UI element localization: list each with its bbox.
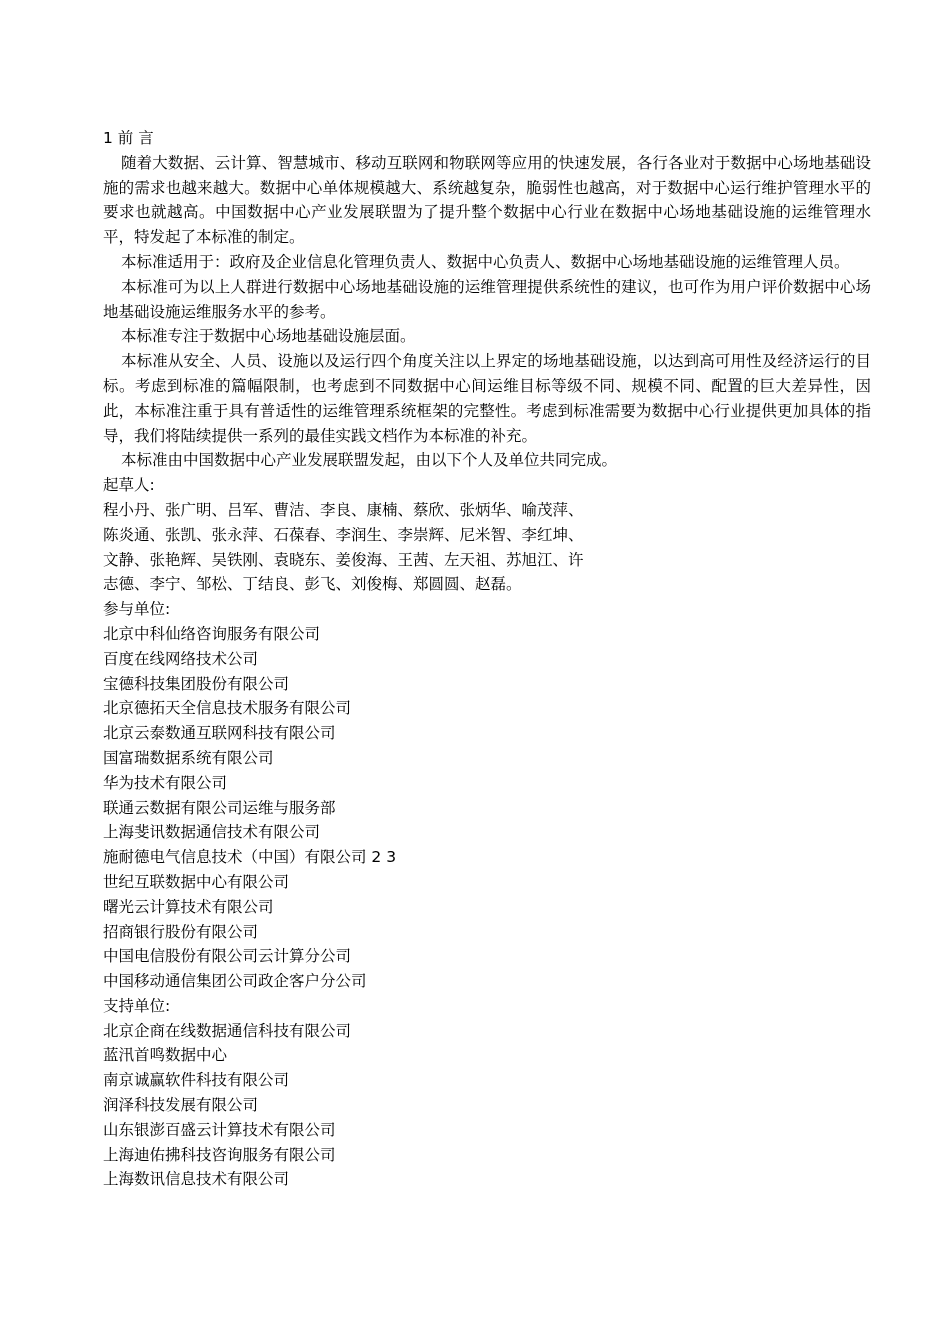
drafters-line: 志德、李宁、邹松、丁结良、彭飞、刘俊梅、郑圆圆、赵磊。	[103, 575, 522, 594]
drafters-line: 程小丹、张广明、吕军、曹洁、李良、康楠、蔡欣、张炳华、喻茂萍、	[103, 500, 584, 519]
participant-item: 北京中科仙络咨询服务有限公司	[103, 624, 321, 643]
document-page	[103, 126, 871, 1192]
scope-paragraph: 本标准适用于：政府及企业信息化管理负责人、数据中心负责人、数据中心场地基础设施的运维管理人员。	[121, 252, 850, 271]
intro-paragraph: 随着大数据、云计算、智慧城市、移动互联网和物联网等应用的快速发展，各行各业对于数据中心场地基础设施的需求也越来越大。数据中心单体规模越大、系统越复杂，脆弱性也越高，对于数据中心运行维护管理水平的要求也就越高。中国数据中心产业发展联盟为了提升整个数据中心行业在数据中心场地基础设施的运维管理水平，特发起了本标准的制定。	[103, 153, 871, 247]
participant-item: 招商银行股份有限公司	[103, 922, 259, 941]
participant-item: 国富瑞数据系统有限公司	[103, 748, 274, 767]
supporters-label: 支持单位:	[103, 996, 171, 1015]
drafters-line: 文静、张艳辉、吴铁刚、袁晓东、姜俊海、王茜、左天祖、苏旭江、许	[103, 550, 584, 569]
participant-item: 华为技术有限公司	[103, 773, 228, 792]
supporter-item: 山东银澎百盛云计算技术有限公司	[103, 1120, 336, 1139]
participant-item: 上海斐讯数据通信技术有限公司	[103, 823, 321, 842]
supporter-item: 上海迪佑拂科技咨询服务有限公司	[103, 1145, 336, 1164]
approach-paragraph: 本标准从安全、人员、设施以及运行四个角度关注以上界定的场地基础设施，以达到高可用性及经济运行的目标。考虑到标准的篇幅限制，也考虑到不同数据中心间运维目标等级不同、规模不同、配置的巨大差异性，因此，本标准注重于具有普适性的运维管理系统框架的完整性。考虑到标准需要为数据中心行业提供更加具体的指导，我们将陆续提供一系列的最佳实践文档作为本标准的补充。	[103, 352, 871, 445]
participant-item: 北京德拓天全信息技术服务有限公司	[103, 699, 352, 718]
participant-item: 世纪互联数据中心有限公司	[103, 872, 290, 891]
drafters-line: 陈炎通、张凯、张永萍、石葆春、李润生、李崇辉、尼米智、李红坤、	[103, 525, 584, 544]
usage-paragraph: 本标准可为以上人群进行数据中心场地基础设施的运维管理提供系统性的建议，也可作为用户评价数据中心场地基础设施运维服务水平的参考。	[103, 277, 871, 321]
drafters-label: 起草人:	[103, 476, 155, 495]
origin-paragraph: 本标准由中国数据中心产业发展联盟发起，由以下个人及单位共同完成。	[121, 451, 618, 470]
section-heading: 1 前 言	[103, 129, 154, 147]
supporter-item: 蓝汛首鸣数据中心	[103, 1046, 228, 1065]
participant-item: 曙光云计算技术有限公司	[103, 897, 274, 916]
supporter-item: 上海数讯信息技术有限公司	[103, 1170, 290, 1189]
participants-label: 参与单位:	[103, 600, 171, 619]
participant-item: 联通云数据有限公司运维与服务部	[103, 798, 336, 817]
participant-item: 中国移动通信集团公司政企客户分公司	[103, 972, 367, 991]
supporter-item: 南京诚赢软件科技有限公司	[103, 1071, 290, 1090]
participant-item: 施耐德电气信息技术（中国）有限公司 2 3	[103, 848, 397, 867]
supporter-item: 润泽科技发展有限公司	[103, 1096, 259, 1115]
participant-item: 北京云泰数通互联网科技有限公司	[103, 724, 336, 743]
participant-item: 中国电信股份有限公司云计算分公司	[103, 947, 352, 966]
participant-item: 宝德科技集团股份有限公司	[103, 674, 290, 693]
focus-paragraph: 本标准专注于数据中心场地基础设施层面。	[121, 327, 416, 346]
participant-item: 百度在线网络技术公司	[103, 649, 259, 668]
supporter-item: 北京企商在线数据通信科技有限公司	[103, 1021, 352, 1040]
